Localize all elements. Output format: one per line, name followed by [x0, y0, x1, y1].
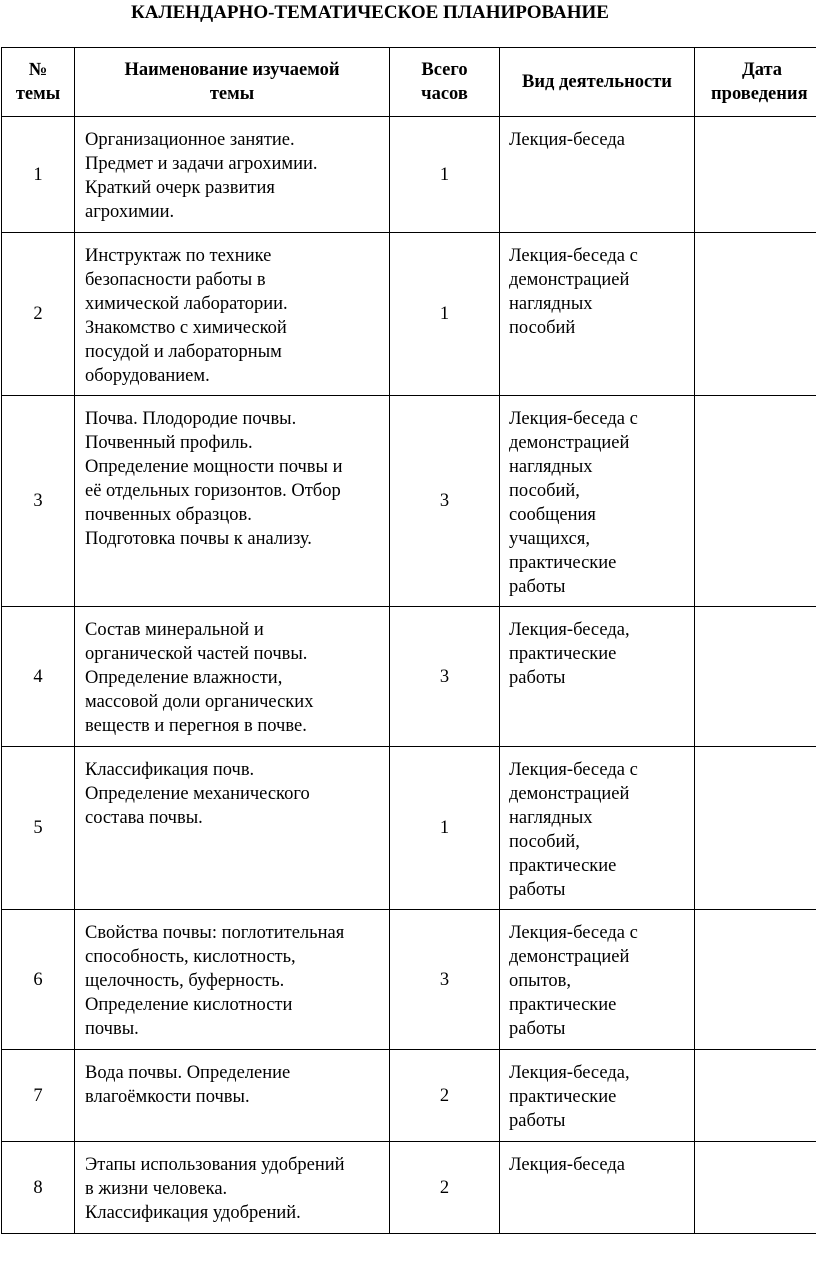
row-number-cell [2, 1050, 75, 1142]
row-hours: 1 [439, 818, 450, 838]
row-date-cell [695, 396, 816, 607]
header-date [695, 48, 816, 117]
row-number: 4 [33, 666, 43, 687]
row-topic-cell [75, 1050, 390, 1142]
row-hours-cell [390, 747, 500, 910]
row-number: 1 [33, 164, 43, 185]
row-activity-line: работы [509, 1019, 566, 1039]
row-number: 8 [33, 1177, 43, 1198]
row-activity-line: демонстрацией [509, 433, 630, 453]
row-date-cell [695, 747, 816, 910]
row-activity-line: пособий, [509, 832, 580, 852]
row-topic-line: Классификация почв. [85, 760, 255, 780]
row-hours: 3 [439, 969, 450, 990]
row-activity-line: Лекция-беседа с [509, 246, 638, 266]
row-topic-line: Классификация удобрений. [85, 1203, 301, 1223]
row-topic-line: Вода почвы. Определение [85, 1063, 291, 1083]
row-activity-line: демонстрацией [509, 947, 630, 967]
row-activity-line: практические [509, 644, 617, 664]
table-header-row [2, 48, 816, 117]
row-hours-cell [390, 396, 500, 607]
header-hours-line: Всего [421, 60, 468, 80]
row-activity-line: практические [509, 856, 617, 876]
row-topic-line: почвы. [85, 1019, 139, 1039]
row-topic-line: Состав минеральной и [85, 620, 264, 640]
header-hours-line: часов [421, 84, 468, 104]
header-activity-line: Вид деятельности [522, 72, 672, 92]
row-topic-line: Предмет и задачи агрохимии. [85, 154, 318, 174]
row-hours-cell [390, 910, 500, 1050]
row-hours: 3 [439, 491, 450, 511]
table-row [2, 1050, 816, 1142]
row-activity-cell [500, 1142, 695, 1234]
row-topic-line: органической частей почвы. [85, 644, 308, 664]
row-date-cell [695, 607, 816, 747]
row-topic-line: Знакомство с химической [85, 318, 287, 338]
table-row [2, 747, 816, 910]
header-date-line: проведения [711, 84, 808, 104]
row-topic-line: Определение мощности почвы и [85, 457, 343, 477]
row-topic-line: Свойства почвы: поглотительная [85, 923, 345, 943]
row-topic-line: Определение механического [85, 784, 310, 804]
table-row [2, 233, 816, 396]
row-topic-cell [75, 233, 390, 396]
row-activity-line: Лекция-беседа, [509, 620, 630, 640]
row-number-cell [2, 396, 75, 607]
row-topic-cell [75, 607, 390, 747]
row-number-cell [2, 747, 75, 910]
header-number [2, 48, 75, 117]
table-row [2, 1142, 816, 1234]
row-activity-cell [500, 396, 695, 607]
row-hours-cell [390, 233, 500, 396]
row-activity-line: сообщения [509, 505, 596, 525]
row-topic-line: влагоёмкости почвы. [85, 1087, 250, 1107]
row-number-cell [2, 910, 75, 1050]
row-activity-line: Лекция-беседа [509, 1155, 625, 1175]
row-activity-line: практические [509, 553, 617, 573]
row-activity-line: практические [509, 995, 617, 1015]
row-activity-cell [500, 607, 695, 747]
row-topic-line: Подготовка почвы к анализу. [85, 529, 312, 549]
row-topic-cell [75, 396, 390, 607]
header-topic [75, 48, 390, 117]
row-number: 7 [33, 1085, 43, 1106]
row-activity-line: Лекция-беседа с [509, 923, 638, 943]
row-topic-line: её отдельных горизонтов. Отбор [85, 481, 341, 501]
row-topic-line: химической лаборатории. [85, 294, 288, 314]
row-date-cell [695, 1050, 816, 1142]
row-date-cell [695, 1142, 816, 1234]
row-activity-line: наглядных [509, 294, 593, 314]
row-activity-cell [500, 117, 695, 233]
row-number-cell [2, 607, 75, 747]
row-number: 5 [33, 818, 43, 838]
row-topic-cell [75, 910, 390, 1050]
row-topic-line: веществ и перегноя в почве. [85, 716, 307, 736]
row-topic-cell [75, 117, 390, 233]
table-row [2, 607, 816, 747]
header-number-line: № [28, 60, 48, 80]
row-number: 2 [33, 304, 43, 324]
row-topic-line: Организационное занятие. [85, 130, 295, 150]
row-topic-line: Почва. Плодородие почвы. [85, 409, 297, 429]
row-activity-line: демонстрацией [509, 784, 630, 804]
header-number-line: темы [15, 84, 61, 104]
row-number: 6 [33, 969, 43, 990]
row-activity-line: Лекция-беседа, [509, 1063, 630, 1083]
row-hours-cell [390, 607, 500, 747]
header-topic-line: Наименование изучаемой [124, 60, 340, 80]
row-activity-cell [500, 747, 695, 910]
header-date-line: Дата [741, 60, 783, 80]
row-activity-line: наглядных [509, 457, 593, 477]
row-topic-line: в жизни человека. [85, 1179, 228, 1199]
row-activity-line: работы [509, 1111, 566, 1131]
page-title: КАЛЕНДАРНО-ТЕМАТИЧЕСКОЕ ПЛАНИРОВАНИЕ [131, 2, 609, 23]
row-activity-cell [500, 233, 695, 396]
row-activity-cell [500, 910, 695, 1050]
row-number-cell [2, 233, 75, 396]
row-hours: 1 [439, 164, 450, 185]
row-activity-line: учащихся, [509, 529, 590, 549]
row-activity-line: пособий, [509, 481, 580, 501]
row-topic-line: Краткий очерк развития [85, 178, 275, 198]
row-date-cell [695, 910, 816, 1050]
row-activity-line: работы [509, 880, 566, 900]
header-activity [500, 48, 695, 117]
row-activity-line: опытов, [509, 971, 572, 991]
row-activity-line: демонстрацией [509, 270, 630, 290]
row-topic-line: посудой и лабораторным [85, 342, 282, 362]
row-topic-line: Инструктаж по технике [85, 246, 272, 266]
row-number: 3 [33, 491, 43, 511]
table-body [2, 117, 816, 1234]
row-hours-cell [390, 1050, 500, 1142]
row-activity-line: пособий [509, 318, 576, 338]
row-activity-line: работы [509, 577, 566, 597]
row-topic-line: Определение кислотности [85, 995, 293, 1015]
row-number-cell [2, 1142, 75, 1234]
header-hours [390, 48, 500, 117]
row-activity-line: Лекция-беседа [509, 130, 625, 150]
row-topic-cell [75, 747, 390, 910]
row-topic-line: щелочность, буферность. [85, 971, 285, 991]
row-activity-line: работы [509, 668, 566, 688]
row-activity-line: Лекция-беседа с [509, 760, 638, 780]
row-hours-cell [390, 1142, 500, 1234]
row-activity-cell [500, 1050, 695, 1142]
row-date-cell [695, 233, 816, 396]
table-row [2, 910, 816, 1050]
row-topic-line: агрохимии. [85, 202, 175, 222]
header-topic-line: темы [209, 84, 255, 104]
row-hours: 2 [439, 1177, 450, 1198]
row-topic-line: оборудованием. [85, 366, 210, 386]
row-topic-cell [75, 1142, 390, 1234]
row-activity-line: Лекция-беседа с [509, 409, 638, 429]
row-number-cell [2, 117, 75, 233]
table-row [2, 396, 816, 607]
row-activity-line: практические [509, 1087, 617, 1107]
row-hours: 3 [439, 666, 450, 687]
row-topic-line: безопасности работы в [85, 270, 266, 290]
row-topic-line: состава почвы. [85, 808, 203, 828]
row-hours-cell [390, 117, 500, 233]
row-topic-line: массовой доли органических [85, 692, 314, 712]
row-date-cell [695, 117, 816, 233]
row-topic-line: Этапы использования удобрений [85, 1155, 345, 1175]
row-hours: 2 [439, 1085, 450, 1106]
table-row [2, 117, 816, 233]
row-topic-line: Определение влажности, [85, 668, 283, 688]
row-topic-line: почвенных образцов. [85, 505, 252, 525]
planning-table [1, 47, 816, 1234]
row-topic-line: способность, кислотность, [85, 947, 296, 967]
row-hours: 1 [439, 304, 450, 324]
row-activity-line: наглядных [509, 808, 593, 828]
row-topic-line: Почвенный профиль. [85, 433, 253, 453]
